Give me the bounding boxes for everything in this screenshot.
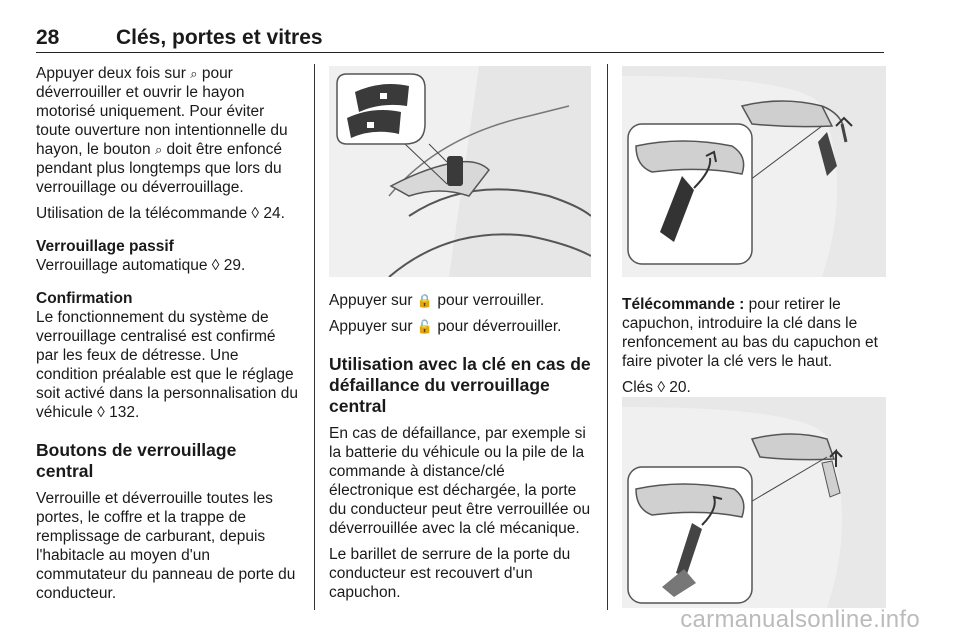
column-divider-1: [314, 64, 315, 610]
tailgate-icon: ⌕: [154, 142, 163, 157]
tailgate-paragraph: Appuyer deux fois sur ⌕ pour déverrouiller et ouvrir le hayon motorisé uniquement. Pour éviter toute ouverture non intentionnelle du hayon, le bouton ⌕ doit être enfoncé pendant plus longtemps que lors du verrouillage ou déverrouillage.: [36, 65, 288, 196]
key-failure-text: En cas de défaillance, par exemple si la batterie du véhicule ou la pile de la commande à distance/clé électronique est déchargée, la porte du conducteur peut être verrouillée ou déverrouillée avec la clé mécanique.: [329, 425, 591, 537]
heading-central-lock-buttons: Boutons de verrouillage central: [36, 440, 237, 481]
remote-cap-instruction: Télécommande : pour retirer le capuchon, introduire la clé dans le renfoncement au bas du capuchon et faire pivoter la clé vers le haut.: [622, 296, 878, 370]
column-1: [36, 64, 298, 610]
unlock-icon: 🔓: [416, 319, 434, 334]
heading-confirmation: Confirmation: [36, 290, 133, 307]
passive-locking-text: Verrouillage automatique ◊ 29.: [36, 257, 246, 274]
confirmation-text: Le fonctionnement du système de verrouillage centralisé est confirmé par les feux de détresse. Une condition préalable est que le réglage soit activé dans la personnalisation du véhicule ◊ 132.: [36, 309, 298, 421]
page-number: 28: [36, 26, 60, 49]
column-3: [622, 295, 886, 404]
heading-key-failure: Utilisation avec la clé en cas de défaillance du verrouillage central: [329, 354, 591, 416]
lock-instruction: Appuyer sur 🔒 pour verrouiller.: [329, 292, 545, 309]
heading-passive-locking: Verrouillage passif: [36, 238, 174, 255]
column-divider-2: [607, 64, 608, 610]
watermark: carmanualsonline.info: [680, 606, 920, 633]
column-2: [329, 291, 591, 609]
page-title: Clés, portes et vitres: [116, 26, 323, 49]
unlock-instruction: Appuyer sur 🔓 pour déverrouiller.: [329, 318, 562, 335]
door-lock-switch-illustration: [329, 66, 591, 277]
cap-removal-illustration: [622, 66, 886, 277]
lock-icon: 🔒: [416, 293, 434, 308]
page-header: [36, 26, 884, 53]
keys-reference: Clés ◊ 20.: [622, 379, 691, 396]
tailgate-icon: ⌕: [190, 66, 198, 81]
central-lock-buttons-text: Verrouille et déverrouille toutes les portes, le coffre et la trappe de remplissage de carburant, depuis l'habitacle au moyen d'un commutateur du panneau de porte du conducteur.: [36, 490, 296, 602]
key-in-lock-illustration: [622, 397, 886, 608]
cylinder-cap-text: Le barillet de serrure de la porte du conducteur est recouvert d'un capuchon.: [329, 546, 571, 601]
remote-reference: Utilisation de la télécommande ◊ 24.: [36, 205, 285, 222]
